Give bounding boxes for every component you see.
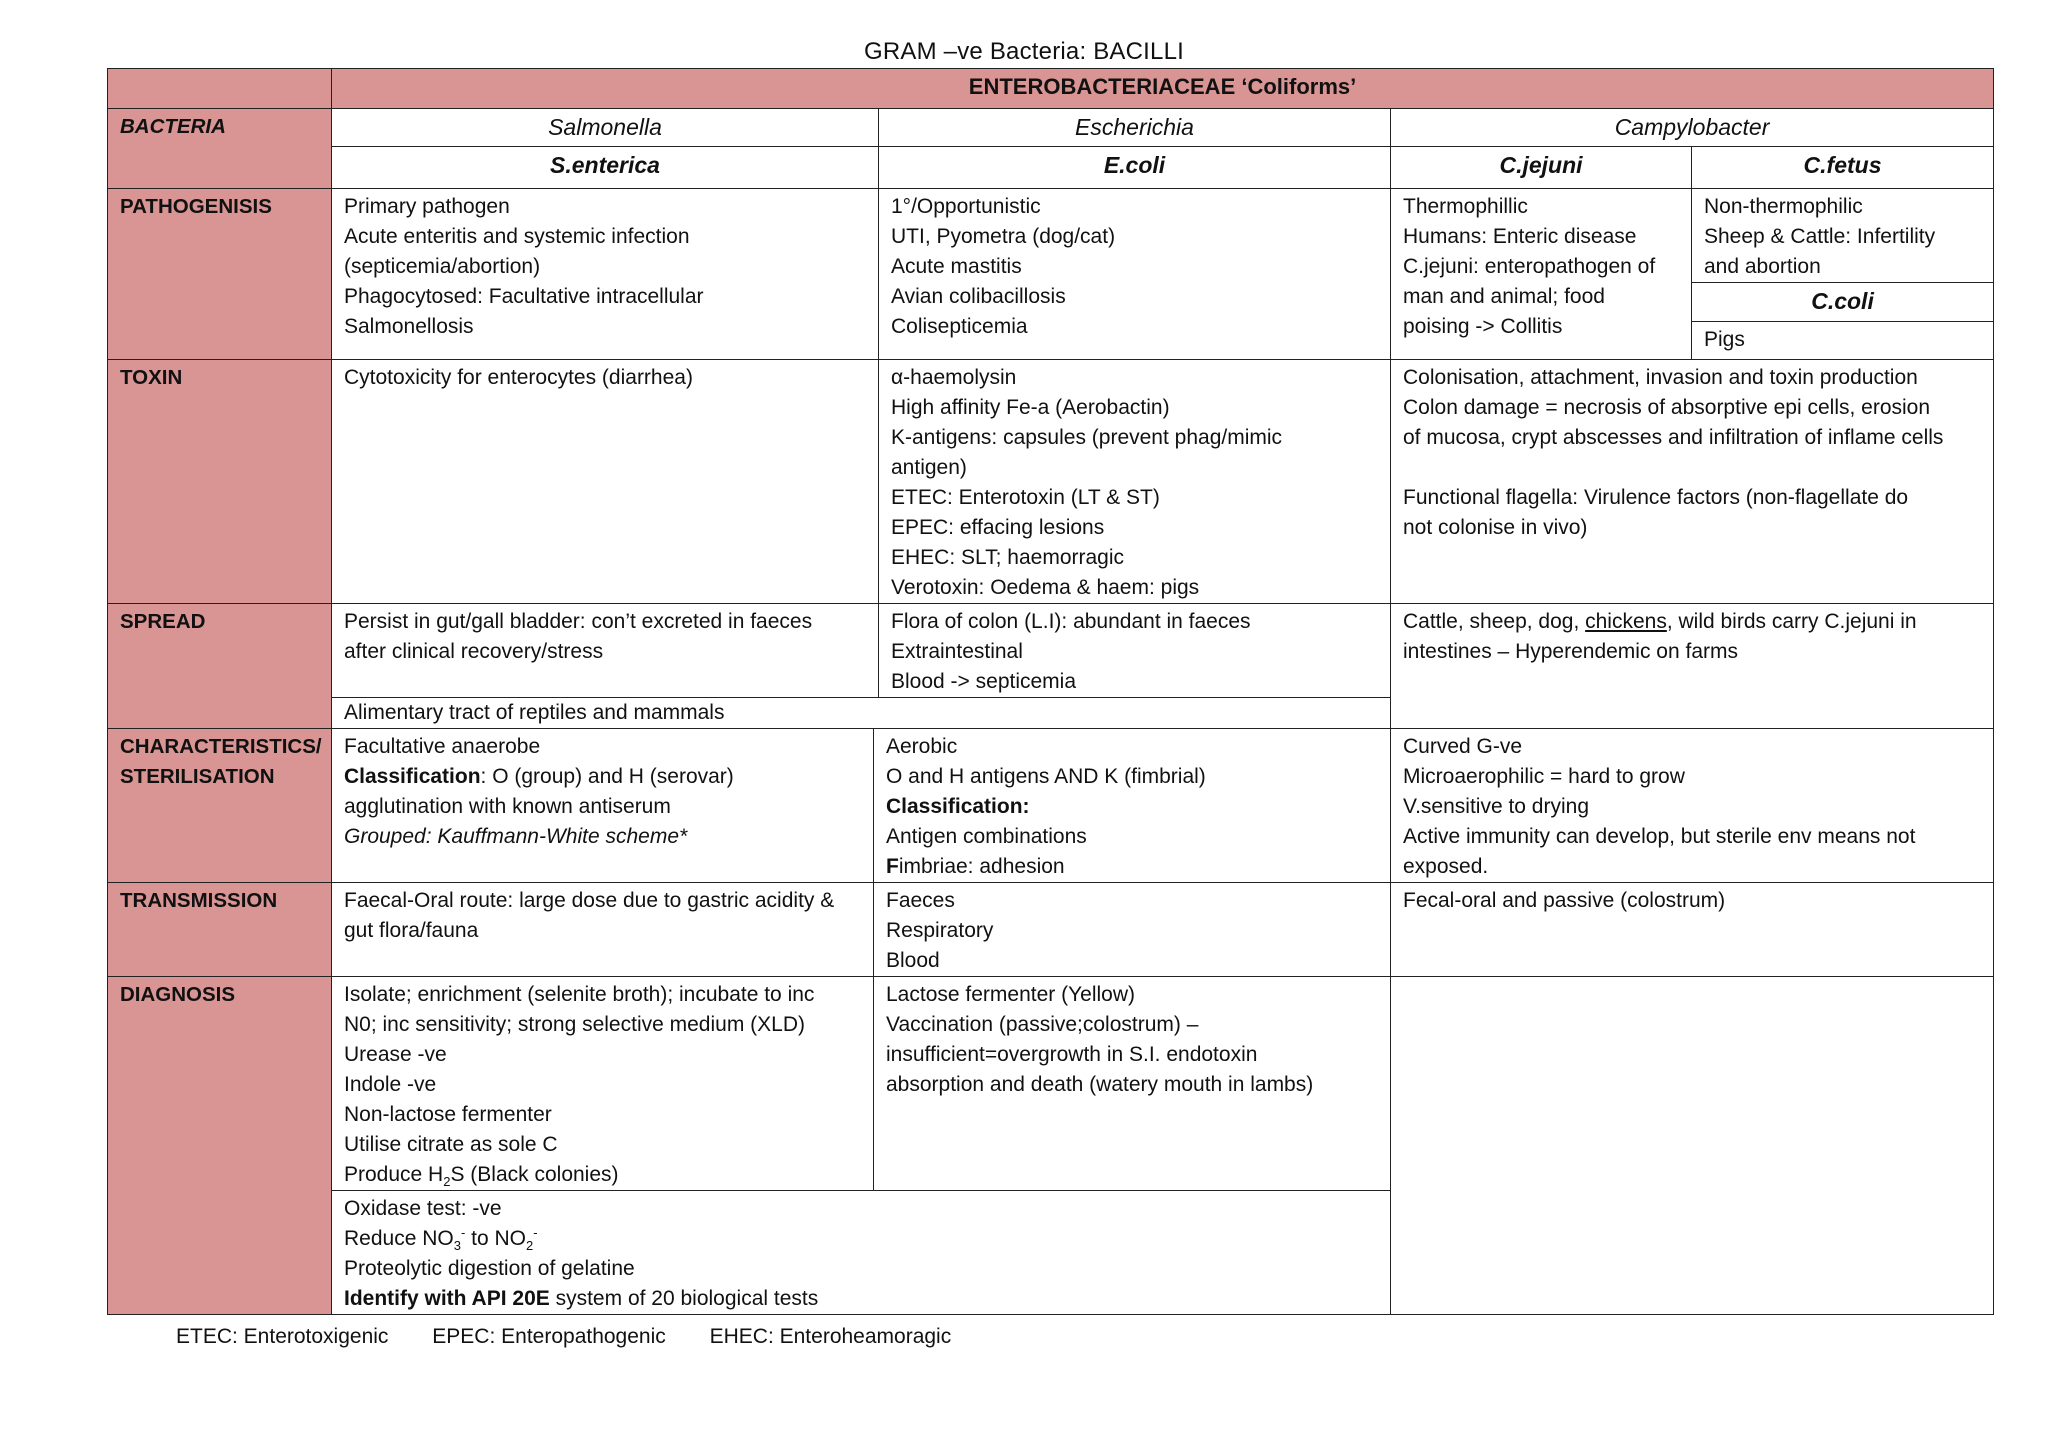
text-line: intestines – Hyperendemic on farms: [1403, 640, 1738, 663]
document-title: GRAM –ve Bacteria: BACILLI: [864, 38, 1184, 65]
text-line: Respiratory: [886, 919, 994, 942]
text-line: agglutination with known antiserum: [344, 795, 671, 818]
text-line: Fecal-oral and passive (colostrum): [1403, 889, 1726, 912]
text-line: absorption and death (watery mouth in lambs): [886, 1073, 1314, 1096]
text-line: Non-thermophilic: [1704, 195, 1863, 218]
text-line: [344, 762, 861, 792]
subscript: 2: [443, 1174, 451, 1190]
text-line: CHARACTERISTICS/: [120, 735, 322, 758]
text-line: Blood: [886, 949, 940, 972]
text-line: Oxidase test: -ve: [344, 1197, 502, 1220]
pathogenesis-cjejuni: [1391, 189, 1692, 360]
row-label-spread: SPREAD: [108, 604, 332, 729]
bacteria-table: [107, 68, 1994, 1315]
text-line: Humans: Enteric disease: [1403, 225, 1637, 248]
text-line: Colonisation, attachment, invasion and toxin production: [1403, 366, 1918, 389]
characteristics-campylobacter: [1391, 729, 1994, 883]
text-segment-bold: Identify with API 20E: [344, 1287, 550, 1310]
blank-line: [1403, 453, 1981, 483]
text-segment-bold: Classification: [344, 765, 481, 788]
species-c-jejuni: C.jejuni: [1391, 147, 1692, 189]
text-line: [344, 1284, 1378, 1314]
text-line: Persist in gut/gall bladder: con’t excreted in faeces: [344, 610, 813, 633]
text-line: Functional flagella: Virulence factors (non-flagellate do: [1403, 486, 1909, 509]
genus-escherichia: Escherichia: [879, 109, 1391, 147]
text-line: [1403, 607, 1981, 637]
text-line: Active immunity can develop, but sterile env means not: [1403, 825, 1916, 848]
text-line: Proteolytic digestion of gelatine: [344, 1257, 635, 1280]
toxin-salmonella: [332, 360, 879, 604]
text-line: Extraintestinal: [891, 640, 1023, 663]
footnotes: [176, 1325, 989, 1349]
text-line: O and H antigens AND K (fimbrial): [886, 765, 1206, 788]
diagnosis-shared-enterobacteriaceae: [332, 1191, 1391, 1315]
species-e-coli: E.coli: [879, 147, 1391, 189]
footnote-epec: EPEC: Enteropathogenic: [432, 1325, 666, 1348]
text-line: Cytotoxicity for enterocytes (diarrhea): [344, 366, 693, 389]
row-label-bacteria: BACTERIA: [108, 109, 332, 189]
row-label-transmission: TRANSMISSION: [108, 883, 332, 977]
text-line: after clinical recovery/stress: [344, 640, 604, 663]
text-line: Urease -ve: [344, 1043, 447, 1066]
text-line: Microaerophilic = hard to grow: [1403, 765, 1685, 788]
toxin-ecoli: [879, 360, 1391, 604]
transmission-salmonella: [332, 883, 874, 977]
text-line: Non-lactose fermenter: [344, 1103, 552, 1126]
row-label-diagnosis: DIAGNOSIS: [108, 977, 332, 1315]
text-line: man and animal; food: [1403, 285, 1605, 308]
text-line: Faeces: [886, 889, 955, 912]
text-line: Blood -> septicemia: [891, 670, 1077, 693]
diagnosis-campylobacter: [1391, 977, 1994, 1315]
text-line: Phagocytosed: Facultative intracellular: [344, 285, 704, 308]
genus-campylobacter: Campylobacter: [1391, 109, 1994, 147]
text-segment: : O (group) and H (serovar): [480, 765, 734, 788]
text-line: not colonise in vivo): [1403, 516, 1588, 539]
species-s-enterica: S.enterica: [332, 147, 879, 189]
text-line: exposed.: [1403, 855, 1489, 878]
text-line: Sheep & Cattle: Infertility: [1704, 225, 1936, 248]
text-segment: Produce H: [344, 1163, 444, 1186]
text-segment: to NO: [465, 1227, 526, 1250]
text-line: EPEC: effacing lesions: [891, 516, 1105, 539]
toxin-campylobacter: [1391, 360, 1994, 604]
genus-salmonella: Salmonella: [332, 109, 879, 147]
subscript: 2: [525, 1238, 534, 1254]
diagnosis-salmonella: [332, 977, 874, 1191]
text-line: ETEC: Enterotoxin (LT & ST): [891, 486, 1160, 509]
text-line: Aerobic: [886, 735, 958, 758]
text-segment: system of 20 biological tests: [549, 1287, 819, 1310]
corner-cell: [108, 69, 332, 109]
text-segment-underlined: chickens: [1585, 610, 1667, 633]
text-line: Acute enteritis and systemic infection: [344, 225, 690, 248]
spread-ecoli: [879, 604, 1391, 698]
transmission-ecoli: [874, 883, 1391, 977]
text-line: Primary pathogen: [344, 195, 510, 218]
text-line: V.sensitive to drying: [1403, 795, 1589, 818]
transmission-campylobacter: [1391, 883, 1994, 977]
text-line: N0; inc sensitivity; strong selective medium (XLD): [344, 1013, 805, 1036]
text-line: Facultative anaerobe: [344, 735, 541, 758]
text-line: and abortion: [1704, 255, 1821, 278]
spread-salmonella: [332, 604, 879, 698]
diagnosis-ecoli: [874, 977, 1391, 1191]
text-line: C.jejuni: enteropathogen of: [1403, 255, 1656, 278]
text-line: α-haemolysin: [891, 366, 1017, 389]
text-line: Utilise citrate as sole C: [344, 1133, 558, 1156]
text-line: 1°/Opportunistic: [891, 195, 1041, 218]
text-line: Indole -ve: [344, 1073, 437, 1096]
text-line: Faecal-Oral route: large dose due to gastric acidity &: [344, 889, 835, 912]
text-line: EHEC: SLT; haemorragic: [891, 546, 1125, 569]
text-segment: Reduce NO: [344, 1227, 454, 1250]
text-line: Classification:: [886, 795, 1030, 818]
superscript: -: [533, 1225, 538, 1240]
text-line: (septicemia/abortion): [344, 255, 541, 278]
text-line: High affinity Fe-a (Aerobactin): [891, 396, 1170, 419]
pathogenesis-ccoli: [1692, 322, 1994, 360]
footnote-ehec: EHEC: Enteroheamoragic: [709, 1325, 952, 1348]
text-line: Flora of colon (L.I): abundant in faeces: [891, 610, 1251, 633]
text-line: [344, 1224, 1378, 1254]
text-line: Salmonellosis: [344, 315, 474, 338]
pathogenesis-cfetus: [1692, 189, 1994, 283]
text-segment: Cattle, sheep, dog,: [1403, 610, 1586, 633]
species-c-coli: C.coli: [1692, 283, 1994, 322]
text-line: UTI, Pyometra (dog/cat): [891, 225, 1116, 248]
text-line: [344, 1160, 861, 1190]
text-line: insufficient=overgrowth in S.I. endotoxin: [886, 1043, 1258, 1066]
species-c-fetus: C.fetus: [1692, 147, 1994, 189]
characteristics-ecoli: [874, 729, 1391, 883]
text-line: STERILISATION: [120, 765, 275, 788]
text-segment: , wild birds carry C.jejuni in: [1666, 610, 1917, 633]
text-line: Grouped: Kauffmann-White scheme*: [344, 825, 688, 848]
text-line: antigen): [891, 456, 967, 479]
text-line: Curved G-ve: [1403, 735, 1523, 758]
text-line: Thermophillic: [1403, 195, 1528, 218]
superscript: -: [460, 1225, 466, 1240]
text-line: [886, 852, 1378, 882]
text-line: Isolate; enrichment (selenite broth); incubate to inc: [344, 983, 815, 1006]
text-line: Colon damage = necrosis of absorptive epi cells, erosion: [1403, 396, 1931, 419]
spread-shared-enterobacteriaceae: Alimentary tract of reptiles and mammals: [332, 698, 1391, 729]
spread-campylobacter: [1391, 604, 1994, 729]
text-line: poising -> Collitis: [1403, 315, 1563, 338]
text-segment: imbriae: adhesion: [898, 855, 1065, 878]
text-line: Pigs: [1704, 328, 1745, 351]
text-segment: S (Black colonies): [450, 1163, 619, 1186]
footnote-etec: ETEC: Enterotoxigenic: [176, 1325, 389, 1348]
pathogenesis-salmonella: [332, 189, 879, 360]
text-line: Vaccination (passive;colostrum) –: [886, 1013, 1199, 1036]
text-segment-bold: F: [886, 855, 899, 878]
pathogenesis-ecoli: [879, 189, 1391, 360]
text-line: Acute mastitis: [891, 255, 1022, 278]
text-line: Colisepticemia: [891, 315, 1028, 338]
text-line: Antigen combinations: [886, 825, 1087, 848]
row-label-characteristics: [108, 729, 332, 883]
characteristics-salmonella: [332, 729, 874, 883]
text-line: of mucosa, crypt abscesses and infiltration of inflame cells: [1403, 426, 1944, 449]
text-line: Verotoxin: Oedema & haem: pigs: [891, 576, 1200, 599]
row-label-pathogenesis: PATHOGENISIS: [108, 189, 332, 360]
family-header: ENTEROBACTERIACEAE ‘Coliforms’: [332, 69, 1994, 109]
subscript: 3: [453, 1238, 461, 1254]
row-label-toxin: TOXIN: [108, 360, 332, 604]
text-line: Avian colibacillosis: [891, 285, 1066, 308]
text-line: Lactose fermenter (Yellow): [886, 983, 1136, 1006]
text-line: gut flora/fauna: [344, 919, 479, 942]
text-line: K-antigens: capsules (prevent phag/mimic: [891, 426, 1283, 449]
